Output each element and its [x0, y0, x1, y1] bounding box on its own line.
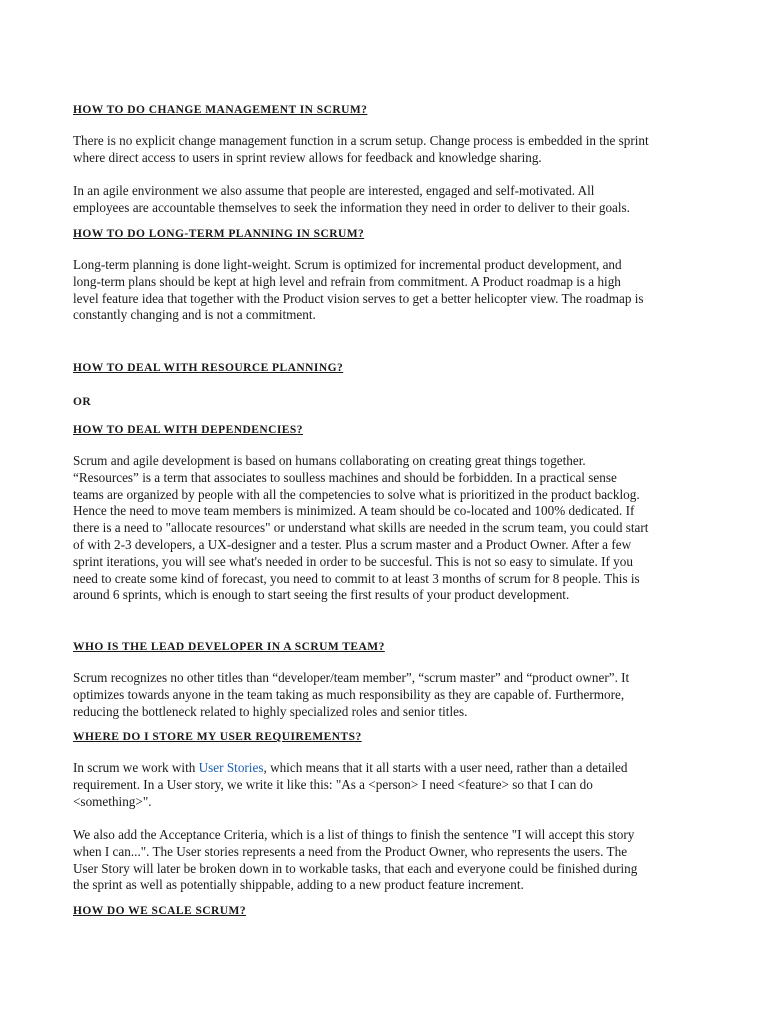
- text-line: when I can...". The User stories represents a need from the Product Owner, who represents the users. The: [73, 843, 628, 859]
- text-line: sprint iterations, you will see what's needed in order to be succesful. This is not so easy to simulate. If you: [73, 553, 633, 569]
- text-line: there is a need to "allocate resources" or understand what skills are needed in the scrum team, you could start: [73, 520, 649, 536]
- heading-long-term-planning: HOW TO DO LONG-TERM PLANNING IN SCRUM?: [73, 228, 365, 240]
- paragraph-dependencies: [73, 453, 703, 604]
- heading-change-management: HOW TO DO CHANGE MANAGEMENT IN SCRUM?: [73, 104, 368, 116]
- text-line: In an agile environment we also assume that people are interested, engaged and self-motivated. All: [73, 183, 595, 198]
- text-line: There is no explicit change management function in a scrum setup. Change process is embedded in the sprint: [73, 133, 649, 148]
- heading-user-requirements: WHERE DO I STORE MY USER REQUIREMENTS?: [73, 731, 362, 743]
- text-line: long-term plans should be kept at high level and refrain from commitment. A Product roadmap is a high: [73, 273, 621, 289]
- text-line: Scrum recognizes no other titles than “developer/team member”, “scrum master” and “product owner”. It: [73, 670, 630, 685]
- text-line: reducing the bottleneck related to highly specialized roles and senior titles.: [73, 703, 468, 719]
- text-line: Long-term planning is done light-weight. Scrum is optimized for incremental product development, and: [73, 257, 622, 272]
- text-line: optimizes towards anyone in the team taking as much responsibility as they are capable of. Furthermore,: [73, 686, 625, 702]
- text-line: We also add the Acceptance Criteria, which is a list of things to finish the sentence "I will accept this story: [73, 827, 635, 842]
- text-line: User Story will later be broken down in to workable tasks, that each and everyone could be finished during: [73, 860, 638, 876]
- heading-scale-scrum: HOW DO WE SCALE SCRUM?: [73, 905, 247, 917]
- text-line: teams are organized by people with all the competencies to solve what is prioritized in the product backlog.: [73, 486, 640, 502]
- text-line: “Resources” is a term that associates to soulless machines and should be forbidden. In a practical sense: [73, 469, 617, 485]
- paragraph-user-stories: In scrum we work with User Stories, which means that it all starts with a user need, rather than a detailed requirement. In a User story, we write it like this: "As a <person> I need <feature> so that I can do <something>".: [73, 760, 703, 810]
- text-line: the sprint as well as potentially shippable, adding to a new product feature increment.: [73, 877, 524, 893]
- heading-dependencies: HOW TO DEAL WITH DEPENDENCIES?: [73, 424, 303, 436]
- paragraph-long-term-planning: [73, 257, 703, 324]
- text-line: around 6 sprints, which is enough to start seeing the first results of your product development.: [73, 587, 570, 603]
- text-line: <something>".: [73, 793, 152, 809]
- text-line: level feature idea that together with the Product vision serves to get a better helicopter view. The roadmap is: [73, 290, 644, 306]
- text-line: constantly changing and is not a commitment.: [73, 307, 316, 323]
- paragraph-change-management-1: [73, 133, 703, 167]
- text-line: need to create some kind of forecast, you need to commit to at least 3 months of scrum for 8 people. This is: [73, 570, 640, 586]
- user-stories-link[interactable]: User Stories: [198, 760, 264, 775]
- paragraph-lead-developer: [73, 670, 703, 720]
- text-line: where direct access to users in sprint review allows for feedback and knowledge sharing.: [73, 149, 542, 165]
- paragraph-acceptance-criteria: [73, 827, 703, 894]
- heading-lead-developer: WHO IS THE LEAD DEVELOPER IN A SCRUM TEAM?: [73, 641, 385, 653]
- text-line: Hence the need to move team members is minimized. A team should be co-located and 100% dedicated. If: [73, 503, 635, 519]
- text-line: Scrum and agile development is based on humans collaborating on creating great things together.: [73, 453, 586, 468]
- text-line: employees are accountable themselves to seek the information they need in order to deliver to their goals.: [73, 199, 630, 215]
- heading-resource-planning: HOW TO DEAL WITH RESOURCE PLANNING?: [73, 362, 344, 374]
- paragraph-change-management-2: [73, 183, 703, 217]
- or-label: OR: [73, 396, 92, 408]
- text-line: requirement. In a User story, we write it like this: "As a <person> I need <feature> so that I can do: [73, 776, 593, 792]
- text-line: of with 2-3 developers, a UX-designer and a tester. Plus a scrum master and a Product Owner. After a few: [73, 536, 632, 552]
